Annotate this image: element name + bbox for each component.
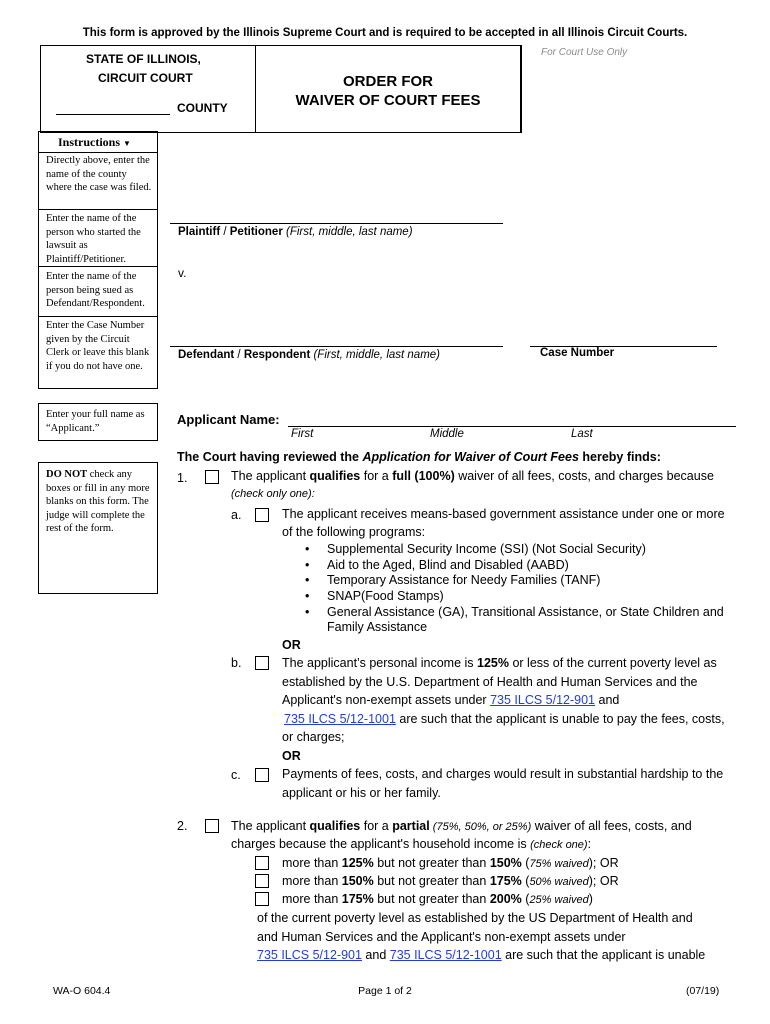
court-use-border: [520, 46, 521, 132]
findings-intro: The Court having reviewed the Application for Waiver of Court Fees hereby finds:: [177, 450, 661, 464]
item2-opt-checkbox[interactable]: [255, 856, 269, 870]
or-label-1: OR: [282, 638, 301, 652]
item1a-line1: The applicant receives means-based government assistance under one or more: [282, 507, 725, 521]
item1c-line2: applicant or his or her family.: [282, 786, 441, 800]
item1-number: 1.: [177, 471, 188, 485]
form-title: [256, 72, 520, 110]
instructions-heading: Instructions ▼: [58, 135, 131, 149]
item1b-checkbox[interactable]: [255, 656, 269, 670]
item2-opt-checkbox[interactable]: [255, 874, 269, 888]
item2-opt: more than 175% but not greater than 200% (25% waived): [282, 892, 593, 906]
item1-check-one: (check only one):: [231, 488, 315, 500]
program-item: • Temporary Assistance for Needy Families (TANF): [327, 572, 600, 588]
instr-county: Directly above, enter the name of the county where the case was filed.: [46, 155, 152, 193]
instr-applicant: Enter your full name as “Applicant.”: [46, 409, 145, 434]
revision-date: (07/19): [686, 985, 720, 997]
item2-tail2: and Human Services and the Applicant's non-exempt assets under: [257, 930, 626, 944]
item2-checkbox[interactable]: [205, 819, 219, 833]
instr-sep-3: [39, 266, 157, 267]
item1b-line5: or charges;: [282, 730, 345, 744]
applicant-last: Last: [571, 428, 593, 440]
item1b-line2: established by the U.S. Department of Health and Human Services and the: [282, 675, 698, 689]
instr-do-not: DO NOT check any boxes or fill in any more blanks on this form. The judge will complete the rest of the form.: [46, 469, 150, 534]
case-number-label: Case Number: [540, 347, 615, 359]
program-item: • SNAP(Food Stamps): [327, 588, 444, 604]
item2-tail1: of the current poverty level as established by the US Department of Health and: [257, 911, 693, 925]
form-title-line2: WAIVER OF COURT FEES: [295, 92, 481, 109]
item1c-letter: c.: [231, 768, 241, 782]
instr-defendant: Enter the name of the person being sued as Defendant/Respondent.: [46, 271, 145, 309]
program-item: • Aid to the Aged, Blind and Disabled (AABD): [327, 557, 569, 573]
county-label: COUNTY: [177, 101, 228, 115]
item2-number: 2.: [177, 819, 188, 833]
court-label: CIRCUIT COURT: [98, 71, 193, 85]
item1a-checkbox[interactable]: [255, 508, 269, 522]
item1c-checkbox[interactable]: [255, 768, 269, 782]
instr-sep-4: [39, 316, 157, 317]
approval-notice: This form is approved by the Illinois Supreme Court and is required to be accepted in all Illinois Circuit Courts.: [82, 27, 688, 39]
instr-sep-2: [39, 209, 157, 210]
applicant-middle: Middle: [430, 428, 464, 440]
statute-link-901[interactable]: 735 ILCS 5/12-901: [257, 948, 362, 962]
item1b-line4: 735 ILCS 5/12-1001 are such that the applicant is unable to pay the fees, costs,: [284, 712, 725, 726]
plaintiff-label: Plaintiff / Petitioner (First, middle, last name): [178, 226, 413, 238]
item1b-letter: b.: [231, 656, 242, 670]
program-item: • Supplemental Security Income (SSI) (Not Social Security): [327, 541, 646, 557]
item2-line2: charges because the applicant's household income is (check one):: [231, 837, 592, 851]
item2-opt: more than 125% but not greater than 150% (75% waived); OR: [282, 856, 619, 870]
item1a-letter: a.: [231, 508, 242, 522]
item1c-line1: Payments of fees, costs, and charges would result in substantial hardship to the: [282, 767, 724, 781]
county-blank[interactable]: [56, 114, 170, 115]
item2-opt: more than 150% but not greater than 175% (50% waived); OR: [282, 874, 619, 888]
applicant-label: Applicant Name:: [177, 412, 280, 427]
or-label-2: OR: [282, 749, 301, 763]
item1-checkbox[interactable]: [205, 470, 219, 484]
item2-text: The applicant qualifies for a partial (75%, 50%, or 25%) waiver of all fees, costs, and: [231, 819, 692, 833]
item2-opt-checkbox[interactable]: [255, 892, 269, 906]
versus-label: v.: [178, 266, 187, 280]
state-label: STATE OF ILLINOIS,: [86, 52, 201, 66]
caret-down-icon: ▼: [123, 139, 131, 148]
instr-plaintiff: Enter the name of the person who started the lawsuit as Plaintiff/Petitioner.: [46, 213, 141, 265]
item1-text: The applicant qualifies for a full (100%) waiver of all fees, costs, and charges because: [231, 469, 714, 483]
statute-link-901[interactable]: 735 ILCS 5/12-901: [490, 693, 596, 707]
item1a-line2: of the following programs:: [282, 525, 426, 539]
program-item-cont: Family Assistance: [327, 620, 428, 634]
court-use-label: For Court Use Only: [541, 47, 628, 58]
applicant-name-blank[interactable]: [288, 426, 736, 427]
statute-link-1001[interactable]: 735 ILCS 5/12-1001: [389, 948, 502, 962]
page-number: Page 1 of 2: [358, 985, 412, 997]
instr-case-number: Enter the Case Number given by the Circuit Clerk or leave this blank if you do not have one.: [46, 320, 150, 372]
form-id: WA-O 604.4: [53, 985, 111, 997]
item1b-line1: The applicant’s personal income is 125% or less of the current poverty level as: [282, 656, 717, 670]
item1b-line3: Applicant's non-exempt assets under 735 ILCS 5/12-901 and: [282, 693, 620, 707]
program-item: • General Assistance (GA), Transitional Assistance, or State Children and: [327, 604, 724, 620]
instr-sep-1: [39, 152, 157, 153]
statute-link-1001[interactable]: 735 ILCS 5/12-1001: [284, 712, 396, 726]
item2-tail3: 735 ILCS 5/12-901 and 735 ILCS 5/12-1001 are such that the applicant is unable: [257, 948, 706, 962]
applicant-first: First: [291, 428, 314, 440]
form-title-line1: ORDER FOR: [343, 73, 433, 90]
defendant-label: Defendant / Respondent (First, middle, last name): [178, 349, 441, 361]
